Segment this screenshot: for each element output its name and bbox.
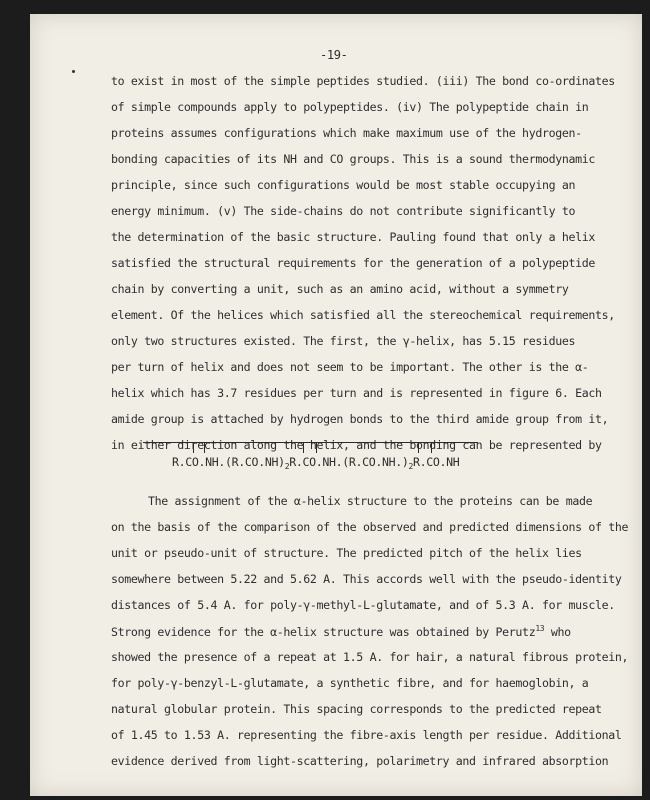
formula-bond-bracket xyxy=(418,442,432,453)
text-line: amide group is attached by hydrogen bonds to the third amide group from it, xyxy=(111,412,609,426)
text-line: of 1.45 to 1.53 A. representing the fibre-axis length per residue. Additional xyxy=(111,728,622,742)
text-line: in either direction along the helix, and the bonding can be represented by xyxy=(111,438,602,452)
text-line: of simple compounds apply to polypeptides. (iv) The polypeptide chain in xyxy=(111,100,589,114)
text-segment: Strong evidence for the α-helix structure was obtained by Perutz xyxy=(111,625,536,639)
paper-speck xyxy=(72,70,75,73)
text-line: proteins assumes configurations which make maximum use of the hydrogen- xyxy=(111,126,582,140)
text-line: for poly-γ-benzyl-L-glutamate, a synthetic fibre, and for haemoglobin, a xyxy=(111,676,589,690)
formula-subscript: 2 xyxy=(408,462,413,471)
text-line: unit or pseudo-unit of structure. The predicted pitch of the helix lies xyxy=(111,546,582,560)
document-page xyxy=(30,14,642,796)
formula-part: R.CO.NH.(R.CO.NH.) xyxy=(289,455,409,469)
text-line: The assignment of the α-helix structure to the proteins can be made xyxy=(148,494,593,508)
reference-superscript: 13 xyxy=(535,624,545,633)
text-line: helix which has 3.7 residues per turn and is represented in figure 6. Each xyxy=(111,386,602,400)
text-line: bonding capacities of its NH and CO groups. This is a sound thermodynamic xyxy=(111,152,595,166)
text-line: evidence derived from light-scattering, polarimetry and infrared absorption xyxy=(111,754,609,768)
text-line: principle, since such configurations would be most stable occupying an xyxy=(111,178,576,192)
text-line: per turn of helix and does not seem to be important. The other is the α- xyxy=(111,360,589,374)
page-number: -19- xyxy=(320,48,348,62)
text-segment: who xyxy=(544,625,571,639)
text-line: somewhere between 5.22 and 5.62 A. This accords well with the pseudo-identity xyxy=(111,572,622,586)
formula-bond-bracket xyxy=(303,442,317,453)
text-line-perutz xyxy=(111,624,571,639)
text-line: energy minimum. (v) The side-chains do not contribute significantly to xyxy=(111,204,576,218)
bonding-formula xyxy=(172,455,459,471)
formula-part: R.CO.NH xyxy=(413,455,460,469)
text-line: showed the presence of a repeat at 1.5 A. for hair, a natural fibrous protein, xyxy=(111,650,629,664)
text-line: element. Of the helices which satisfied all the stereochemical requirements, xyxy=(111,308,615,322)
text-line: chain by converting a unit, such as an amino acid, without a symmetry xyxy=(111,282,569,296)
text-line: the determination of the basic structure. Pauling found that only a helix xyxy=(111,230,595,244)
text-line: natural globular protein. This spacing corresponds to the predicted repeat xyxy=(111,702,602,716)
formula-subscript: 2 xyxy=(284,462,290,471)
text-line: to exist in most of the simple peptides studied. (iii) The bond co-ordinates xyxy=(111,74,615,88)
formula-part: R.CO.NH.(R.CO.NH) xyxy=(172,455,285,469)
text-line: only two structures existed. The first, the γ-helix, has 5.15 residues xyxy=(111,334,576,348)
formula-bond-bracket xyxy=(193,442,205,453)
text-line: on the basis of the comparison of the observed and predicted dimensions of the xyxy=(111,520,629,534)
text-line: distances of 5.4 A. for poly-γ-methyl-L-glutamate, and of 5.3 A. for muscle. xyxy=(111,598,615,612)
text-line: satisfied the structural requirements for the generation of a polypeptide xyxy=(111,256,595,270)
